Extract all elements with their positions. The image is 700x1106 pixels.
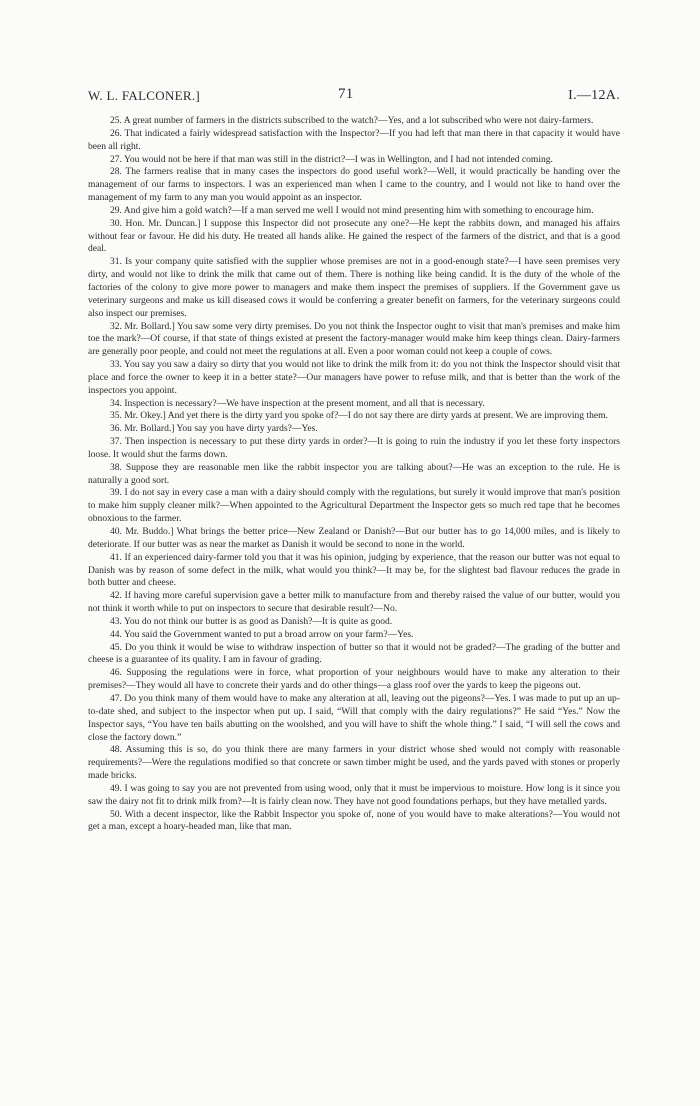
paragraph-34: 34. Inspection is necessary?—We have inspection at the present moment, and all that is necessary. — [110, 397, 485, 409]
page-header — [88, 88, 620, 110]
document-reference: I.—12A. — [568, 88, 620, 103]
paragraph-49: 49. I was going to say you are not prevented from using wood, only that it must be impervious to moisture. How long is it since you saw the dairy not fit to drink milk from?—It is fairly clean now. They have not good foundations perhaps, but they have metalled yards. — [88, 782, 620, 807]
paragraph-45: 45. Do you think it would be wise to withdraw inspection of butter so that it would not be graded?—The grading of the butter and cheese is a guarantee of its quality. I am in favour of grading. — [88, 641, 620, 666]
paragraph-47: 47. Do you think many of them would have to make any alteration at all, leaving out the pigeons?—Yes. I was made to put up an up-to-date shed, and subject to the inspector when put up. I said, “Will that comply with the dairy regulations?” He said “Yes.” Now the Inspector says, “You have ten bails abutting on the woolshed, and you will have to shift the whole thing.” I said, “I will sell the cows and close the factory down.” — [88, 692, 620, 743]
paragraph-30: 30. Hon. Mr. Duncan.] I suppose this Inspector did not prosecute any one?—He kept the rabbits down, and managed his affairs without fear or favour. He did his duty. He treated all hands alike. He gained the respect of the farmers of the district, and that is a good deal. — [88, 217, 620, 255]
paragraph-42: 42. If having more careful supervision gave a better milk to manufacture from and thereby raised the value of our butter, would you not think it worth while to put on inspectors to secure that desirable result?—No. — [88, 590, 620, 615]
paragraph-43: 43. You do not think our butter is as good as Danish?—It is quite as good. — [110, 615, 393, 627]
paragraph-25: 25. A great number of farmers in the districts subscribed to the watch?—Yes, and a lot subscribed who were not dairy-farmers. — [110, 115, 594, 126]
paragraph-48: 48. Assuming this is so, do you think there are many farmers in your district whose shed would not comply with reasonable requirements?—Were the regulations modified so that concrete or sawn timber might be used, and the yards paved with stones or properly made bricks. — [88, 744, 620, 782]
paragraph-40: 40. Mr. Buddo.] What brings the better price—New Zealand or Danish?—But our butter has to go 14,000 miles, and is likely to deteriorate. If our butter was as near the market as Danish it would be second to none in the world. — [88, 526, 620, 550]
paragraph-39: 39. I do not say in every case a man with a dairy should comply with the regulations, but surely it would improve that man's position to make him supply cleaner milk?—When appointed to the Agricultural Department the Inspector gets so much red tape that he becomes obnoxious to the farmer. — [88, 487, 620, 525]
paragraph-29: 29. And give him a gold watch?—If a man served me well I would not mind presenting him with something to encourage him. — [110, 204, 594, 216]
paragraph-27: 27. You would not be here if that man was still in the district?—I was in Wellington, and I had not intended coming. — [110, 153, 553, 165]
paragraph-41: 41. If an experienced dairy-farmer told you that it was his opinion, judging by experience, that the reason our butter was not equal to Danish was by reason of some defect in the milk, what would you think?—It may be, for the slightest bad flavour reduces the grade in both butter and cheese. — [88, 551, 620, 589]
paragraph-44: 44. You said the Government wanted to put a broad arrow on your farm?—Yes. — [110, 628, 414, 640]
paragraph-35: 35. Mr. Okey.] And yet there is the dirty yard you spoke of?—I do not say there are dirty yards at present. We are improving them. — [110, 410, 608, 422]
page-number: 71 — [338, 86, 354, 102]
paragraph-50: 50. With a decent inspector, like the Rabbit Inspector you spoke of, none of you would have to make alterations?—You would not get a man, except a hoary-headed man, like that man. — [88, 808, 620, 833]
paragraph-38: 38. Suppose they are reasonable men like the rabbit inspector you are talking about?—He was an exception to the rule. He is naturally a good sort. — [88, 461, 620, 486]
paragraph-32: 32. Mr. Bollard.] You saw some very dirty premises. Do you not think the Inspector ought to visit that man's premises and make him toe the mark?—Of course, if that state of things existed at present the factory-manager would make him keep things clean. Dairy-farmers are generally poor people, and could not meet the regulations at all. Even a poor woman could not keep a couple of cows. — [88, 320, 620, 358]
paragraph-31: 31. Is your company quite satisfied with the supplier whose premises are not in a good-enough state?—I have seen premises very dirty, and would not like to drink the milk that came out of them. There is nothing like being candid. It is the duty of the whole of the factories of the colony to give more power to managers and make them inspect the premises of suppliers. If the Government gave us veterinary surgeons and make us kill diseased cows it would be conferring a greater benefit on farmers, for the veterinary surgeons could also inspect our premises. — [88, 256, 620, 319]
paragraph-28: 28. The farmers realise that in many cases the inspectors do good useful work?—Well, it would practically be handing over the management of our farms to inspectors. I was an experienced man when I came to the country, and I would not like to hand over the management of my farm to any man you would appoint as an inspector. — [88, 166, 620, 204]
paragraph-26: 26. That indicated a fairly widespread satisfaction with the Inspector?—If you had left that man there in that capacity it would have been all right. — [88, 127, 620, 152]
paragraph-37: 37. Then inspection is necessary to put these dirty yards in order?—It is going to ruin the industry if you let these forty inspectors loose. It would shut the farms down. — [88, 436, 620, 460]
testimony-body — [88, 115, 620, 834]
paragraph-33: 33. You say you saw a dairy so dirty that you would not like to drink the milk from it: do you not think the Inspector should visit that place and force the owner to keep it in a better state?—Our managers have power to refuse milk, and that is better than the work of the inspectors you appoint. — [88, 359, 620, 396]
paragraph-46: 46. Supposing the regulations were in force, what proportion of your neighbours would have to make any alteration to their premises?—They would all have to concrete their yards and do other things—a glass roof over the yards to keep the pigeons out. — [88, 667, 620, 692]
header-witness-name: W. L. FALCONER.] — [88, 88, 201, 103]
paragraph-36: 36. Mr. Bollard.] You say you have dirty yards?—Yes. — [110, 423, 318, 435]
